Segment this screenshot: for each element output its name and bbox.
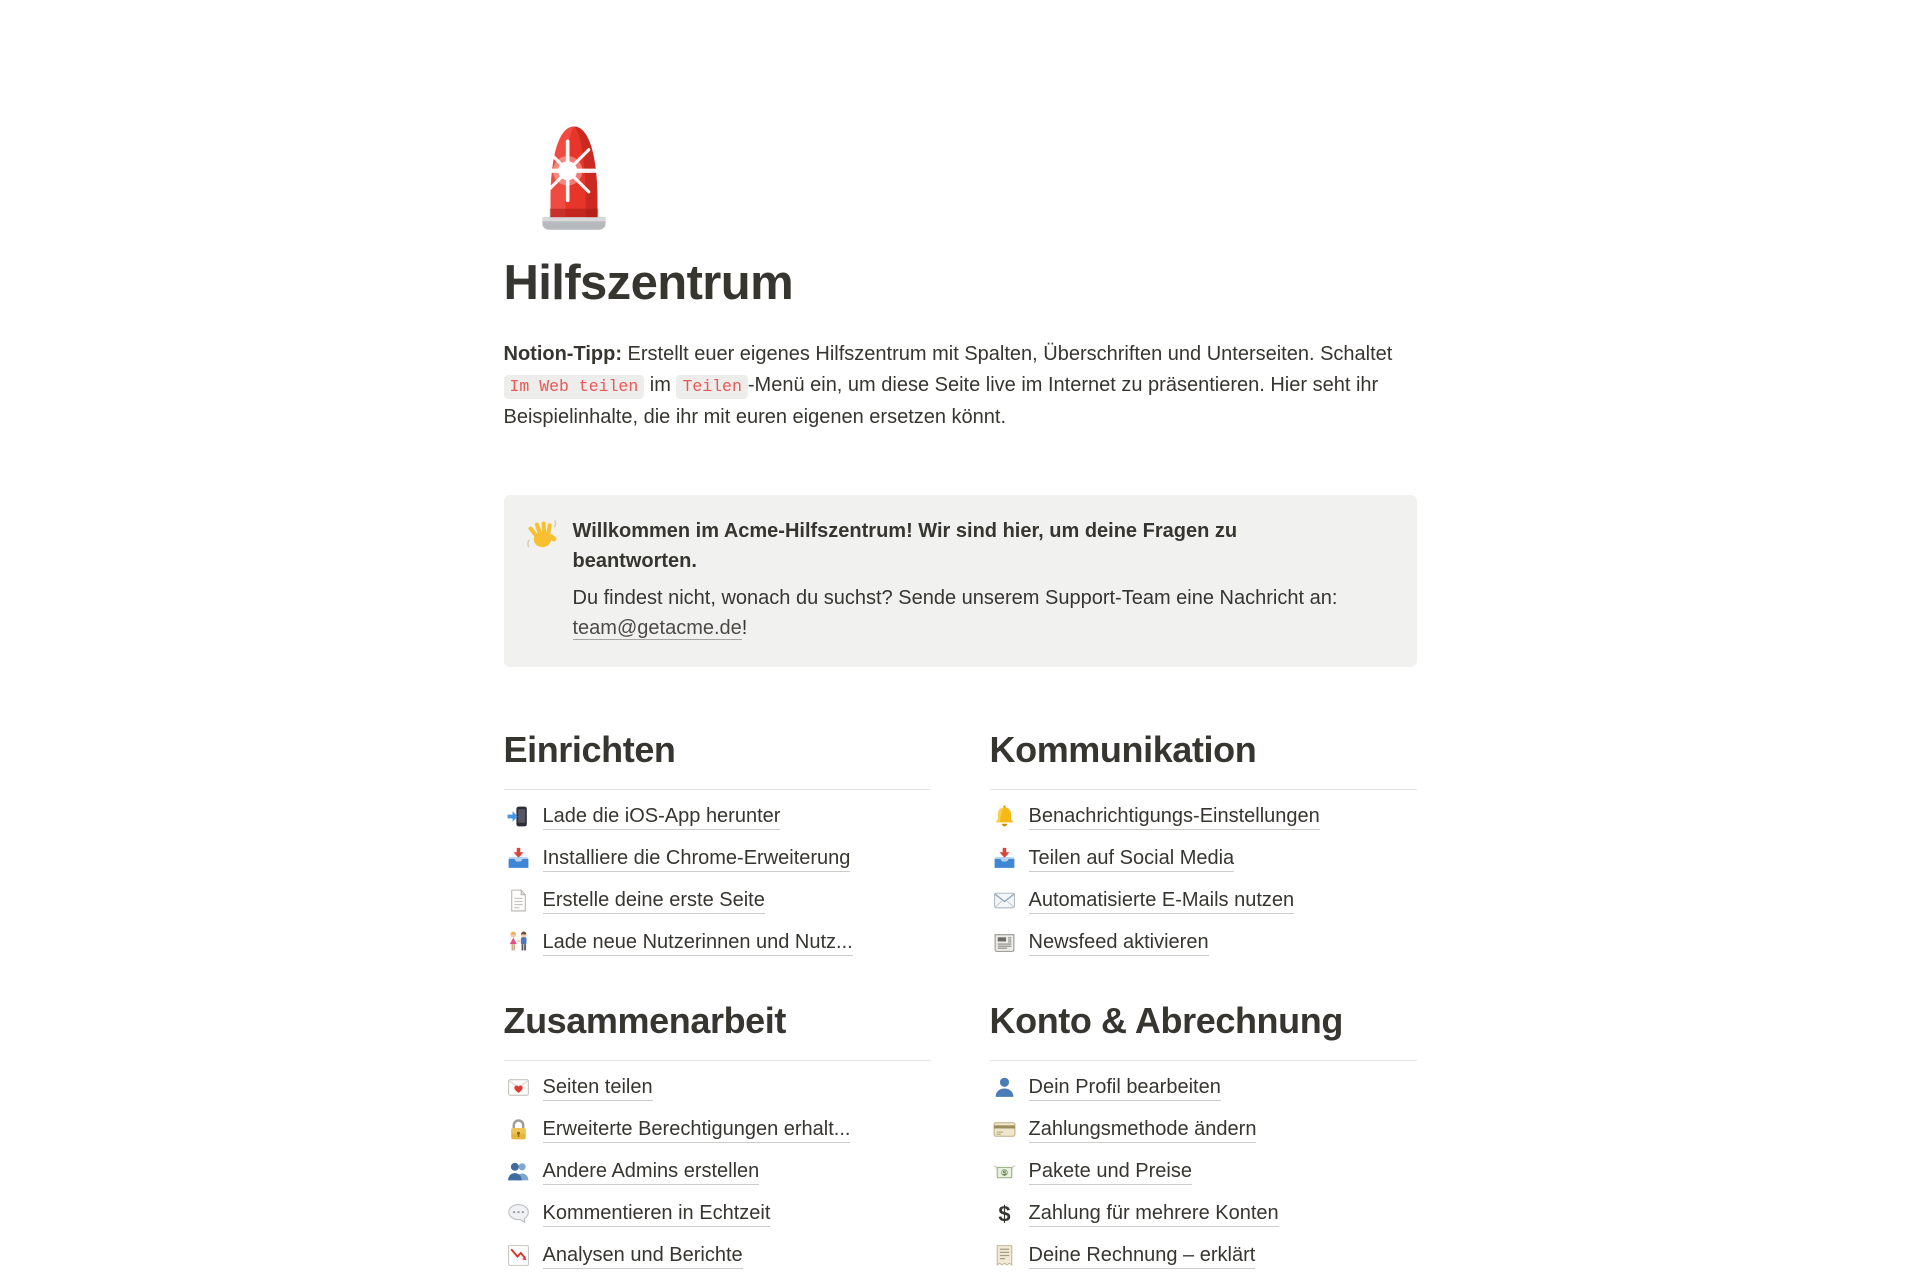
welcome-callout xyxy=(504,495,1417,667)
link-label: Zahlung für mehrere Konten xyxy=(1029,1201,1279,1227)
link-invite-users[interactable] xyxy=(504,922,931,964)
inbox-tray-icon xyxy=(992,846,1017,871)
callout-body-text: Du findest nicht, wonach du suchst? Sende unserem Support-Team eine Nachricht an: xyxy=(572,586,1338,609)
section-heading-einrichten: Einrichten xyxy=(503,728,676,770)
link-plans-pricing[interactable] xyxy=(990,1151,1417,1193)
link-label: Erstelle deine erste Seite xyxy=(543,888,765,914)
notion-page xyxy=(504,0,1417,1277)
link-label: Automatisierte E-Mails nutzen xyxy=(1029,888,1295,914)
link-label: Lade neue Nutzerinnen und Nutz... xyxy=(543,930,853,956)
section-divider xyxy=(504,789,931,790)
link-edit-profile[interactable] xyxy=(990,1067,1417,1109)
lock-icon xyxy=(506,1117,531,1142)
link-label: Newsfeed aktivieren xyxy=(1029,930,1209,956)
link-invoice-explained[interactable] xyxy=(990,1235,1417,1277)
section-heading-kommunikation: Kommunikation xyxy=(989,728,1257,770)
speech-balloon-icon xyxy=(506,1201,531,1226)
love-letter-icon xyxy=(506,1075,531,1100)
chart-decreasing-icon xyxy=(506,1243,531,1268)
tip-label: Notion-Tipp: xyxy=(503,342,622,365)
link-label: Kommentieren in Echtzeit xyxy=(543,1201,771,1227)
section-divider xyxy=(504,1060,931,1061)
link-label: Zahlungsmethode ändern xyxy=(1029,1117,1257,1143)
link-label: Installiere die Chrome-Erweiterung xyxy=(543,846,851,872)
incoming-envelope-icon xyxy=(992,888,1017,913)
callout-text xyxy=(573,516,1343,643)
busts-in-silhouette-icon xyxy=(506,1159,531,1184)
money-with-wings-icon xyxy=(992,1159,1017,1184)
support-email-link[interactable]: team@getacme.de xyxy=(572,616,742,639)
newspaper-icon xyxy=(992,930,1017,955)
link-label: Erweiterte Berechtigungen erhalt... xyxy=(543,1117,851,1143)
link-label: Lade die iOS-App herunter xyxy=(543,804,781,830)
link-create-admins[interactable] xyxy=(504,1151,931,1193)
page-facing-up-icon xyxy=(506,888,531,913)
receipt-icon xyxy=(992,1243,1017,1268)
dollar-sign-icon xyxy=(992,1201,1017,1226)
section-divider xyxy=(990,789,1417,790)
police-light-siren-icon xyxy=(518,116,630,234)
notion-tip-paragraph xyxy=(504,339,1417,433)
link-label: Benachrichtigungs-Einstellungen xyxy=(1029,804,1320,830)
link-chrome-extension[interactable] xyxy=(504,838,931,880)
link-label: Andere Admins erstellen xyxy=(543,1159,760,1185)
link-realtime-comments[interactable] xyxy=(504,1193,931,1235)
bell-icon xyxy=(992,804,1017,829)
credit-card-icon xyxy=(992,1117,1017,1142)
code-chip-share-to-web: Im Web teilen xyxy=(504,375,645,399)
tip-text: Erstellt euer eigenes Hilfszentrum mit Spalten, Überschriften und Unterseiten. Schaltet xyxy=(621,342,1393,365)
section-heading-konto-abrechnung: Konto & Abrechnung xyxy=(989,999,1343,1041)
waving-hand-icon xyxy=(526,519,557,550)
link-analytics-reports[interactable] xyxy=(504,1235,931,1277)
link-ios-app[interactable] xyxy=(504,796,931,838)
callout-heading: Willkommen im Acme-Hilfszentrum! Wir sind hier, um deine Fragen zu beantworten. xyxy=(572,519,1238,572)
man-and-woman-icon xyxy=(506,930,531,955)
column-right xyxy=(990,693,1417,1277)
section-heading-zusammenarbeit: Zusammenarbeit xyxy=(503,999,786,1041)
link-notification-settings[interactable] xyxy=(990,796,1417,838)
tip-text: im xyxy=(644,373,677,396)
link-change-payment-method[interactable] xyxy=(990,1109,1417,1151)
link-multi-account-payment[interactable] xyxy=(990,1193,1417,1235)
link-activate-newsfeed[interactable] xyxy=(990,922,1417,964)
link-label: Teilen auf Social Media xyxy=(1029,846,1235,872)
section-divider xyxy=(990,1060,1417,1061)
link-share-pages[interactable] xyxy=(504,1067,931,1109)
link-label: Seiten teilen xyxy=(543,1075,653,1101)
link-label: Dein Profil bearbeiten xyxy=(1029,1075,1221,1101)
link-label: Pakete und Preise xyxy=(1029,1159,1192,1185)
link-label: Deine Rechnung – erklärt xyxy=(1029,1243,1256,1269)
link-automated-emails[interactable] xyxy=(990,880,1417,922)
tip-text: -Menü ein, um diese Seite live im Internet zu präsentieren. Hier seht ihr Beispielinhalte, die ihr mit euren eigenen ersetzen könnt. xyxy=(503,373,1379,428)
link-first-page[interactable] xyxy=(504,880,931,922)
page-title: Hilfszentrum xyxy=(503,256,794,310)
inbox-tray-icon xyxy=(506,846,531,871)
mobile-phone-arrow-icon xyxy=(506,804,531,829)
callout-body xyxy=(573,583,1343,643)
callout-body-text: ! xyxy=(741,616,748,639)
link-advanced-permissions[interactable] xyxy=(504,1109,931,1151)
bust-in-silhouette-icon xyxy=(992,1075,1017,1100)
column-left xyxy=(504,693,931,1277)
code-chip-share: Teilen xyxy=(676,375,747,399)
link-label: Analysen und Berichte xyxy=(543,1243,743,1269)
two-column-layout xyxy=(504,693,1417,1277)
link-social-media-share[interactable] xyxy=(990,838,1417,880)
